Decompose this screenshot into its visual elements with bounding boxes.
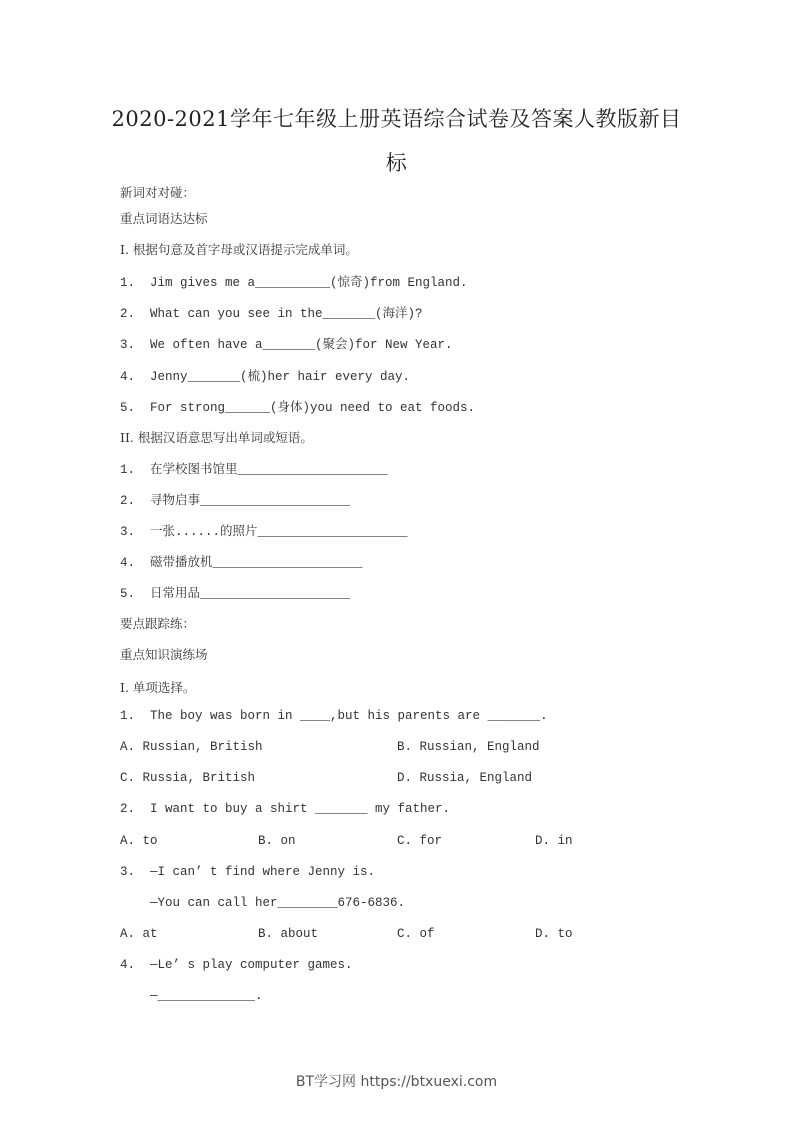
section-subheading-key-words: 重点词语达达标: [120, 211, 208, 226]
question-item: 4. 磁带播放机____________________: [120, 556, 363, 570]
mc-option: D. to: [535, 927, 573, 941]
exercise-title-fill-words: I. 根据句意及首字母或汉语提示完成单词。: [120, 242, 358, 257]
watermark-footer: BT学习网 https://btxuexi.com: [295, 1074, 498, 1090]
document-title-line1: 2020-2021学年七年级上册英语综合试卷及答案人教版新目: [111, 107, 682, 131]
mc-option: B. Russian, England: [397, 740, 540, 754]
question-item: 2. What can you see in the_______(海洋)?: [120, 307, 423, 321]
mc-option: A. at: [120, 927, 158, 941]
mc-option: A. Russian, British: [120, 740, 263, 754]
section-heading-key-points: 要点跟踪练：: [120, 616, 196, 631]
mc-question-stem-reply: —You can call her________676-6836.: [120, 896, 406, 910]
exercise-title-multiple-choice: I. 单项选择。: [120, 680, 196, 695]
section-heading-new-words: 新词对对碰：: [120, 185, 196, 200]
question-item: 1. Jim gives me a__________(惊奇)from England.: [120, 276, 468, 290]
question-item: 5. For strong______(身体)you need to eat foods.: [120, 401, 476, 415]
question-item: 3. We often have a_______(聚会)for New Year.: [120, 338, 453, 352]
mc-option: D. in: [535, 834, 573, 848]
mc-question-stem: 2. I want to buy a shirt _______ my father.: [120, 802, 451, 816]
mc-question-stem: 4. —Le’ s play computer games.: [120, 958, 353, 972]
question-item: 1. 在学校图书馆里____________________: [120, 463, 388, 477]
section-subheading-practice: 重点知识演练场: [120, 647, 208, 662]
mc-option: C. Russia, British: [120, 771, 256, 785]
mc-option: D. Russia, England: [397, 771, 533, 785]
question-item: 3. 一张......的照片____________________: [120, 525, 408, 539]
mc-question-stem-reply: —_____________.: [120, 989, 263, 1003]
question-item: 5. 日常用品____________________: [120, 587, 351, 601]
mc-option: C. for: [397, 834, 443, 848]
document-title-line2: 标: [385, 151, 408, 175]
mc-question-stem: 3. —I can’ t find where Jenny is.: [120, 865, 376, 879]
question-item: 2. 寻物启事____________________: [120, 494, 351, 508]
mc-question-stem: 1. The boy was born in ____,but his parents are _______.: [120, 709, 548, 723]
mc-option: C. of: [397, 927, 435, 941]
question-item: 4. Jenny_______(梳)her hair every day.: [120, 370, 411, 384]
mc-option: B. on: [258, 834, 296, 848]
mc-option: B. about: [258, 927, 319, 941]
exercise-title-translate: II. 根据汉语意思写出单词或短语。: [120, 430, 313, 445]
mc-option: A. to: [120, 834, 158, 848]
